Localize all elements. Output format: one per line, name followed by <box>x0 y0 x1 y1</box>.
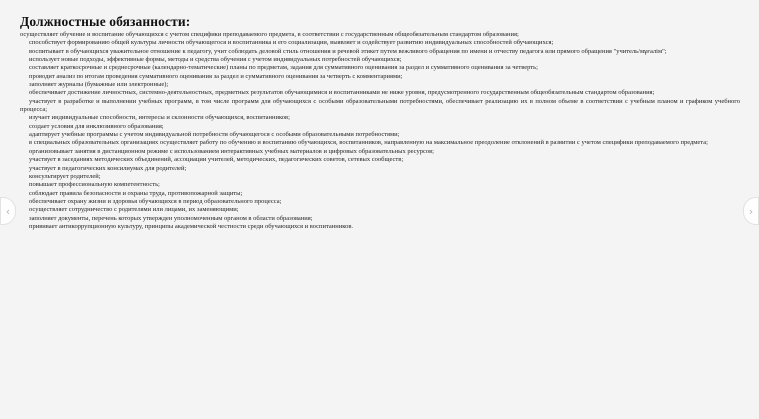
duties-list <box>20 31 740 231</box>
duty-item: консультирует родителей; <box>29 172 101 180</box>
duty-item: составляет краткосрочные и среднесрочные (календарно-тематические) планы по предметам, задания для суммативного оценивания за раздел и суммативного оценивания за четверть; <box>29 64 538 72</box>
duty-item: участвует в педагогических консилиумах для родителей; <box>29 164 187 172</box>
duty-item: изучает индивидуальные способности, интересы и склонности обучающихся, воспитанников; <box>29 114 290 122</box>
duty-item: участвует в разработке и выполнении учебных программ, в том числе программ для обучающихся с особыми образовательными потребностями, обеспечивает реализацию их в полном объеме в соответствии с учебным планом и графиком учебного процесса; <box>20 97 740 114</box>
duty-item: осуществляет сотрудничество с родителями или лицами, их заменяющими; <box>29 206 239 214</box>
duty-item: в специальных образовательных организациях осуществляет работу по обучению и воспитанию обучающихся, воспитанников, направленную на максимальное преодоление отклонений в развитии с учетом специфики преподаваемого предмета; <box>29 139 708 147</box>
duty-item: адаптирует учебные программы с учетом индивидуальной потребности обучающегося с особыми образовательными потребностями; <box>29 131 400 139</box>
chevron-right-icon: › <box>748 204 754 218</box>
duty-item: обеспечивает достижение личностных, системно-деятельностных, предметных результатов обучающимися и воспитанниками не ниже уровня, предусмотренного государственным общеобязательным стандартом образования; <box>29 89 655 97</box>
duty-item: заполняет документы, перечень которых утвержден уполномоченным органом в области образования; <box>29 214 313 222</box>
duty-item: осуществляет обучение и воспитание обучающихся с учетом специфики преподаваемого предмета, в соответствии с государственным общеобязательным стандартом образования; <box>20 31 519 38</box>
duty-item: повышает профессиональную компетентность; <box>29 181 160 189</box>
duty-item: заполняет журналы (бумажные или электронные); <box>29 81 169 89</box>
duty-item: соблюдает правила безопасности и охраны труда, противопожарной защиты; <box>29 189 243 197</box>
duty-item: прививает антикоррупционную культуру, принципы академической честности среди обучающихся и воспитанников. <box>29 222 354 230</box>
duty-item: использует новые подходы, эффективные формы, методы и средства обучения с учетом индивидуальных потребностей обучающихся; <box>29 56 402 64</box>
duty-item: участвует в заседаниях методических объединений, ассоциации учителей, методических, педагогических советов, сетевых сообществ; <box>29 156 404 164</box>
page-title: Должностные обязанности: <box>20 14 191 29</box>
duty-item: проводит анализ по итогам проведения суммативного оценивания за раздел и суммативного оценивания за четверть с комментариями; <box>29 72 403 80</box>
duty-item: создает условия для инклюзивного образования; <box>29 122 164 130</box>
duty-item: организовывает занятия в дистанционном режиме с использованием интерактивных учебных материалов и цифровых образовательных ресурсов; <box>29 147 434 155</box>
chevron-left-icon: ‹ <box>5 204 11 218</box>
duty-item: воспитывает в обучающихся уважительное отношение к педагогу, учит соблюдать деловой стиль отношения и речевой этикет путем вежливого обращения по имени и отчеству педагога или прямого обращения "учитель/мұғалім"; <box>29 47 667 55</box>
duty-item: обеспечивает охрану жизни и здоровья обучающихся в период образовательного процесса; <box>29 197 282 205</box>
duty-item: способствует формированию общей культуры личности обучающегося и воспитанника и его социализации, выявляет и содействует развитию индивидуальных способностей обучающихся; <box>29 39 554 47</box>
